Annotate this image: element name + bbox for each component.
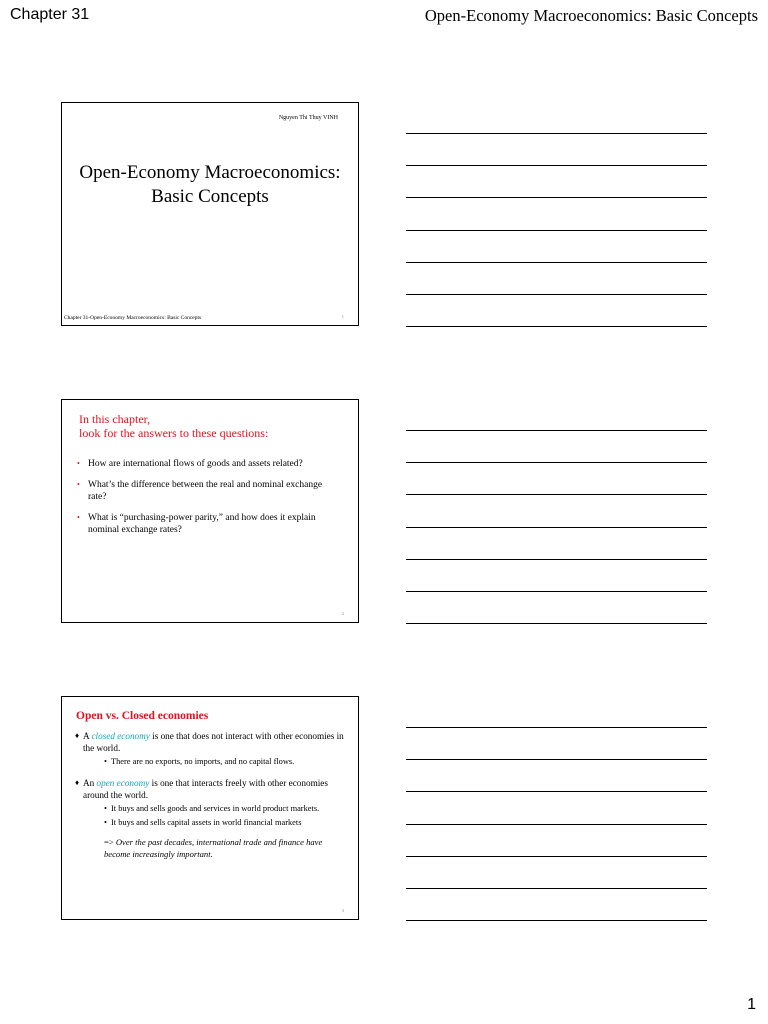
bullet-icon: • bbox=[104, 757, 107, 766]
slide-3 bbox=[61, 696, 359, 920]
note-line bbox=[406, 623, 707, 624]
slide-2-number: 2 bbox=[341, 611, 344, 616]
closed-economy-point bbox=[75, 730, 348, 754]
note-line bbox=[406, 133, 707, 134]
conclusion-text: Over the past decades, international trade and finance have become increasingly important. bbox=[104, 837, 323, 859]
note-line bbox=[406, 494, 707, 495]
note-line bbox=[406, 197, 707, 198]
arrow-icon: => bbox=[104, 837, 116, 847]
open-economy-subpoint-2 bbox=[75, 817, 348, 828]
note-line bbox=[406, 759, 707, 760]
slide-1-title bbox=[62, 161, 358, 209]
note-line bbox=[406, 326, 707, 327]
slide-2 bbox=[61, 399, 359, 623]
slide-3-number: 3 bbox=[341, 908, 344, 913]
page-number: 1 bbox=[747, 996, 756, 1013]
open-economy-pre: An bbox=[83, 778, 97, 788]
bullet-icon: • bbox=[77, 480, 80, 489]
question-text: How are international flows of goods and assets related? bbox=[88, 459, 303, 469]
note-line bbox=[406, 430, 707, 431]
note-line bbox=[406, 559, 707, 560]
slide-1-number: 1 bbox=[341, 314, 344, 319]
open-economy-term: open economy bbox=[96, 778, 150, 788]
closed-economy-pre: A bbox=[83, 731, 92, 741]
note-line bbox=[406, 727, 707, 728]
note-line bbox=[406, 262, 707, 263]
diamond-bullet-icon: ♦ bbox=[75, 731, 80, 740]
closed-economy-subpoint bbox=[75, 756, 348, 767]
note-line bbox=[406, 888, 707, 889]
open-economy-subpoint-1 bbox=[75, 803, 348, 814]
closed-economy-term: closed economy bbox=[91, 731, 150, 741]
note-line bbox=[406, 856, 707, 857]
question-text: What is “purchasing-power parity,” and how does it explain nominal exchange rates? bbox=[88, 513, 316, 535]
list-item bbox=[74, 479, 340, 503]
open-economy-sub-text-1: It buys and sells goods and services in world product markets. bbox=[111, 804, 320, 813]
slide-1-title-line-2: Basic Concepts bbox=[151, 186, 269, 207]
slide-author: Nguyen Thi Thuy VINH bbox=[278, 115, 338, 121]
list-item bbox=[74, 458, 340, 470]
document-title: Open-Economy Macroeconomics: Basic Concepts bbox=[424, 6, 758, 25]
diamond-bullet-icon: ♦ bbox=[75, 778, 80, 787]
slide-2-heading-line-1: In this chapter, bbox=[79, 412, 151, 426]
note-line bbox=[406, 462, 707, 463]
slide-2-heading bbox=[79, 412, 268, 440]
chapter-label: Chapter 31 bbox=[10, 6, 90, 23]
open-economy-point bbox=[75, 777, 348, 801]
slide-1-title-line-1: Open-Economy Macroeconomics: bbox=[79, 162, 341, 183]
open-economy-sub-text-2: It buys and sells capital assets in world financial markets bbox=[111, 818, 302, 827]
slide-2-question-list bbox=[74, 458, 340, 545]
closed-economy-sub-text: There are no exports, no imports, and no capital flows. bbox=[111, 757, 295, 766]
note-line bbox=[406, 824, 707, 825]
slide-1-footer: Chapter 31-Open-Economy Macroeconomics: Basic Concepts bbox=[64, 315, 202, 321]
bullet-icon: • bbox=[104, 804, 107, 813]
slide-1 bbox=[61, 102, 359, 326]
note-line bbox=[406, 920, 707, 921]
bullet-icon: • bbox=[77, 513, 80, 522]
bullet-icon: • bbox=[77, 459, 80, 468]
slide-3-body bbox=[75, 730, 348, 860]
slide-3-heading: Open vs. Closed economies bbox=[76, 710, 209, 722]
open-economy-text: is one that interacts freely with other economies around the world. bbox=[83, 778, 328, 800]
bullet-icon: • bbox=[104, 818, 107, 827]
question-text: What’s the difference between the real and nominal exchange rate? bbox=[88, 480, 323, 502]
list-item bbox=[74, 512, 340, 536]
note-line bbox=[406, 294, 707, 295]
note-line bbox=[406, 591, 707, 592]
note-line bbox=[406, 791, 707, 792]
note-line bbox=[406, 527, 707, 528]
note-line bbox=[406, 230, 707, 231]
slide-2-heading-line-2: look for the answers to these questions: bbox=[79, 426, 269, 440]
note-line bbox=[406, 165, 707, 166]
closed-economy-text: is one that does not interact with other economies in the world. bbox=[83, 731, 344, 753]
slide-3-conclusion bbox=[75, 836, 348, 860]
